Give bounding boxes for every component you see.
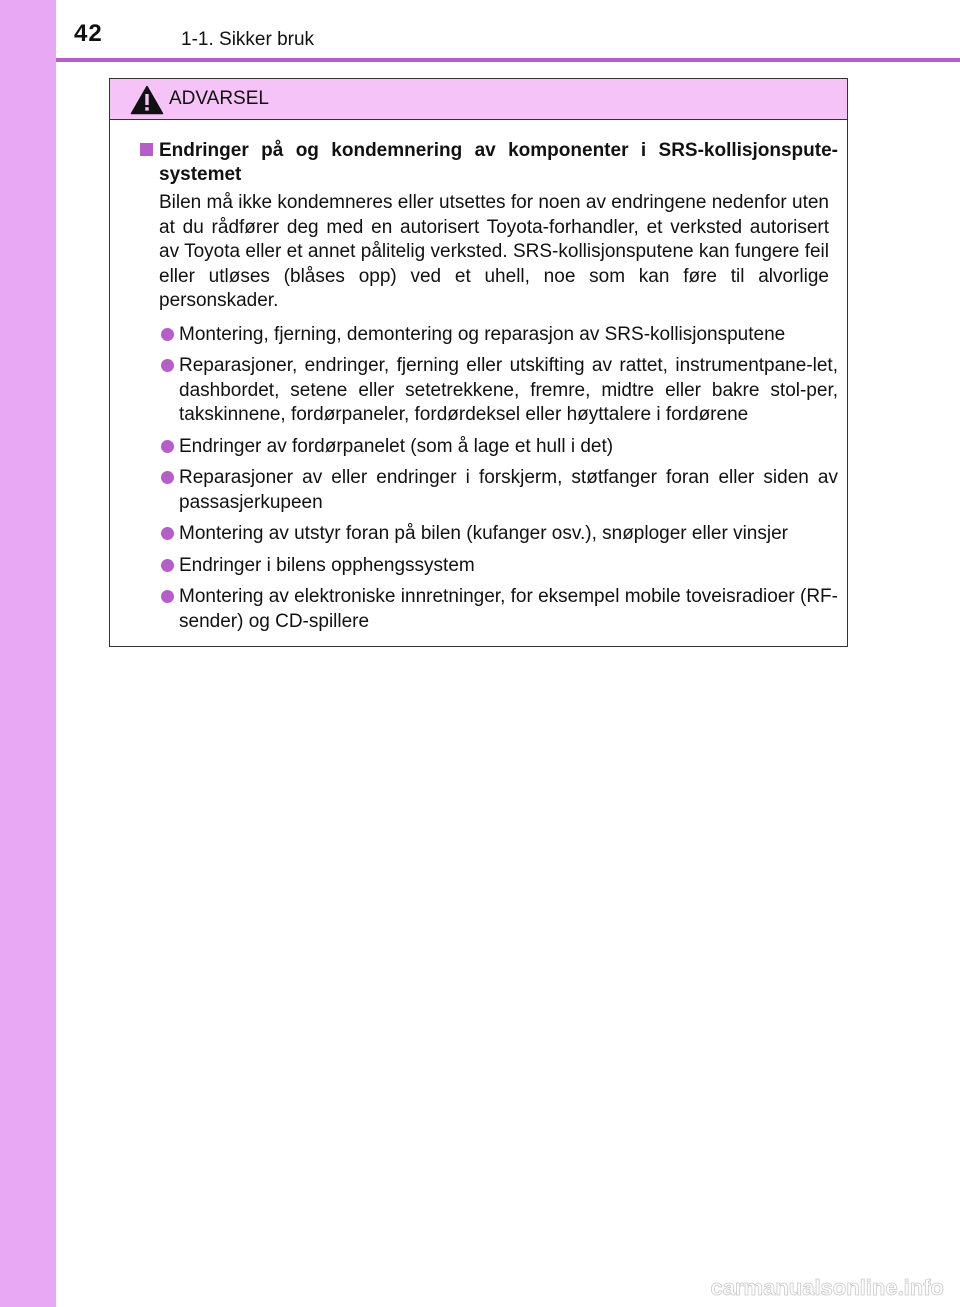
bullet-dot-icon	[161, 440, 174, 453]
list-item	[158, 435, 838, 460]
bullet-dot-icon	[161, 471, 174, 484]
bullet-dot-icon	[161, 328, 174, 341]
list-item-text: Reparasjoner, endringer, fjerning eller utskifting av rattet, instrumentpane-let, dashbordet, setene eller setetrekkene, fremre, midtre eller bakre stol-per, takskinnene, fordørpaneler, fordørdeksel eller høyttalere i fordørene	[179, 355, 838, 425]
page-number: 42	[74, 20, 103, 47]
watermark-text: carmanualsonline.info	[710, 1275, 944, 1300]
list-item	[158, 585, 838, 634]
watermark-logo	[656, 1275, 946, 1301]
section-title: 1-1. Sikker bruk	[181, 29, 315, 50]
list-item	[158, 522, 838, 547]
bullet-list	[134, 323, 838, 635]
warning-header	[110, 79, 847, 120]
list-item-text: Reparasjoner av eller endringer i forskjerm, støtfanger foran eller siden av passasjerkupeen	[179, 467, 838, 513]
bullet-dot-icon	[161, 359, 174, 372]
list-item	[158, 354, 838, 428]
list-item-text: Montering av elektroniske innretninger, for eksempel mobile toveisradioer (RF-sender) og CD-spillere	[179, 586, 838, 632]
bullet-dot-icon	[161, 590, 174, 603]
list-item-text: Endringer av fordørpanelet (som å lage et hull i det)	[179, 435, 614, 457]
header-color-block	[0, 0, 56, 60]
list-item	[158, 323, 838, 348]
warning-heading	[134, 139, 838, 187]
page-header	[0, 0, 960, 60]
warning-box	[109, 78, 848, 647]
list-item	[158, 466, 838, 515]
list-item-text: Montering av utstyr foran på bilen (kufanger osv.), snøploger eller vinsjer	[179, 523, 788, 544]
chapter-tab-bar	[0, 0, 56, 1307]
bullet-dot-icon	[161, 559, 174, 572]
warning-triangle-icon	[130, 85, 164, 115]
list-item-text: Endringer i bilens opphengssystem	[179, 554, 475, 576]
warning-label: ADVARSEL	[169, 88, 269, 109]
warning-intro: Bilen må ikke kondemneres eller utsettes for noen av endringene nedenfor uten at du rådfører deg med en autorisert Toyota-forhandler, et verksted autorisert av Toyota eller et annet pålitelig verksted. SRS-kollisjonsputene kan fungere feil eller utløses (blåses opp) ved et uhell, noe som kan føre til alvorlige personskader.	[159, 192, 829, 311]
warning-body	[110, 120, 847, 634]
warning-heading-text: Endringer på og kondemnering av komponenter i SRS-kollisjonspute-systemet	[159, 140, 838, 185]
list-item-text: Montering, fjerning, demontering og reparasjon av SRS-kollisjonsputene	[179, 323, 786, 345]
bullet-dot-icon	[161, 527, 174, 540]
list-item	[158, 554, 838, 579]
square-bullet-icon	[140, 143, 153, 156]
header-rule	[56, 58, 960, 62]
